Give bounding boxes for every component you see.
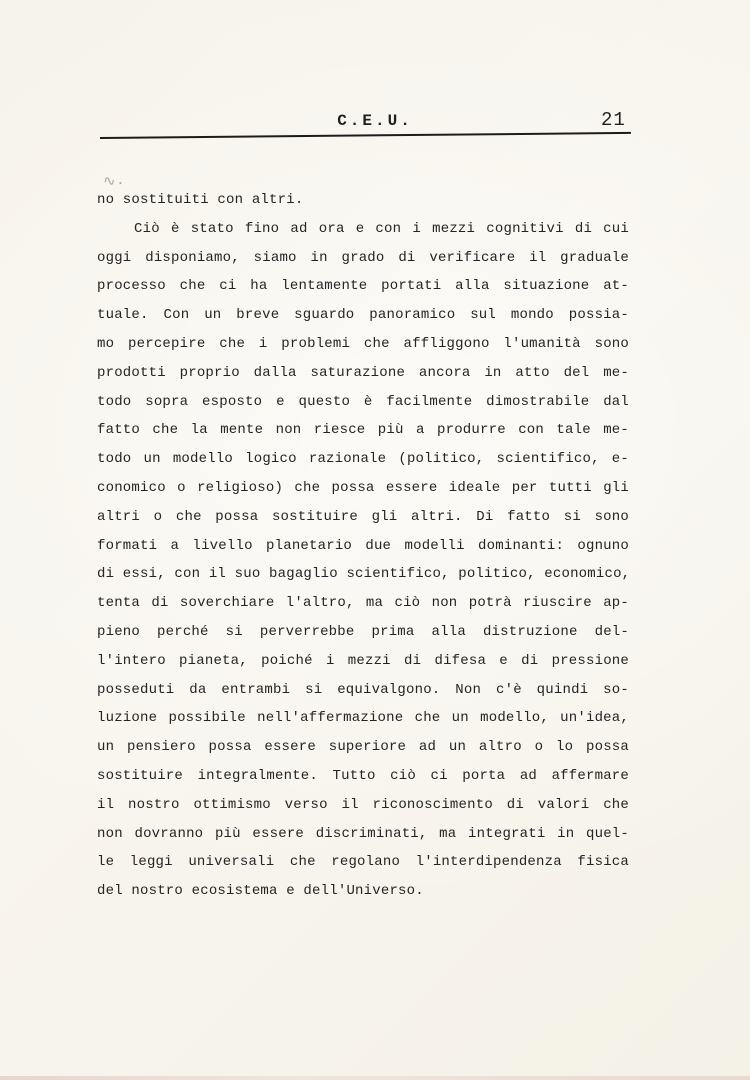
body-text	[97, 186, 629, 906]
text-line: il nostro ottimismo verso il riconoscimento di valori che	[97, 796, 629, 813]
text-line: le leggi universali che regolano l'interdipendenza fisica	[97, 854, 629, 871]
text-line: l'intero pianeta, poiché i mezzi di difesa e di pressione	[97, 652, 629, 669]
text-line: todo un modello logico razionale (politico, scientifico, e-	[97, 451, 629, 468]
text-line: fatto che la mente non riesce più a produrre con tale me-	[97, 422, 629, 439]
text-line: tenta di soverchiare l'altro, ma ciò non potrà riuscire ap-	[97, 595, 629, 612]
text-line: conomico o religioso) che possa essere ideale per tutti gli	[97, 479, 629, 496]
header-title: C.E.U.	[337, 112, 413, 130]
text-line: processo che ci ha lentamente portati alla situazione at-	[97, 278, 629, 295]
text-line: di essi, con il suo bagaglio scientifico, politico, economico,	[97, 566, 631, 583]
text-line: pieno perché si perverrebbe prima alla distruzione del-	[97, 623, 629, 640]
pencil-mark: ∿.	[102, 171, 126, 192]
text-line: tuale. Con un breve sguardo panoramico sul mondo possia-	[97, 307, 629, 324]
text-line: sostituire integralmente. Tutto ciò ci porta ad affermare	[97, 767, 629, 784]
text-line: posseduti da entrambi si equivalgono. Non c'è quindi so-	[97, 681, 629, 698]
text-line: un pensiero possa essere superiore ad un altro o lo possa	[97, 739, 629, 756]
text-line: no sostituiti con altri.	[97, 192, 304, 208]
text-line: mo percepire che i problemi che affliggono l'umanità sono	[97, 335, 629, 352]
scan-edge-artifact	[0, 1076, 750, 1080]
text-line: non dovranno più essere discriminati, ma integrati in quel-	[97, 825, 629, 842]
text-line: todo sopra esposto e questo è facilmente dimostrabile dal	[97, 393, 629, 410]
text-line: Ciò è stato fino ad ora e con i mezzi cognitivi di cui	[134, 220, 629, 237]
page-number: 21	[601, 109, 626, 131]
text-line: prodotti proprio dalla saturazione ancora in atto del me-	[97, 364, 629, 381]
text-line: luzione possibile nell'affermazione che un modello, un'idea,	[97, 710, 629, 727]
text-line: oggi disponiamo, siamo in grado di verificare il graduale	[97, 249, 629, 266]
text-line: formati a livello planetario due modelli dominanti: ognuno	[97, 537, 629, 554]
text-line: del nostro ecosistema e dell'Universo.	[97, 883, 424, 900]
text-line: altri o che possa sostituire gli altri. Di fatto si sono	[97, 508, 629, 525]
header-rule	[100, 132, 631, 139]
